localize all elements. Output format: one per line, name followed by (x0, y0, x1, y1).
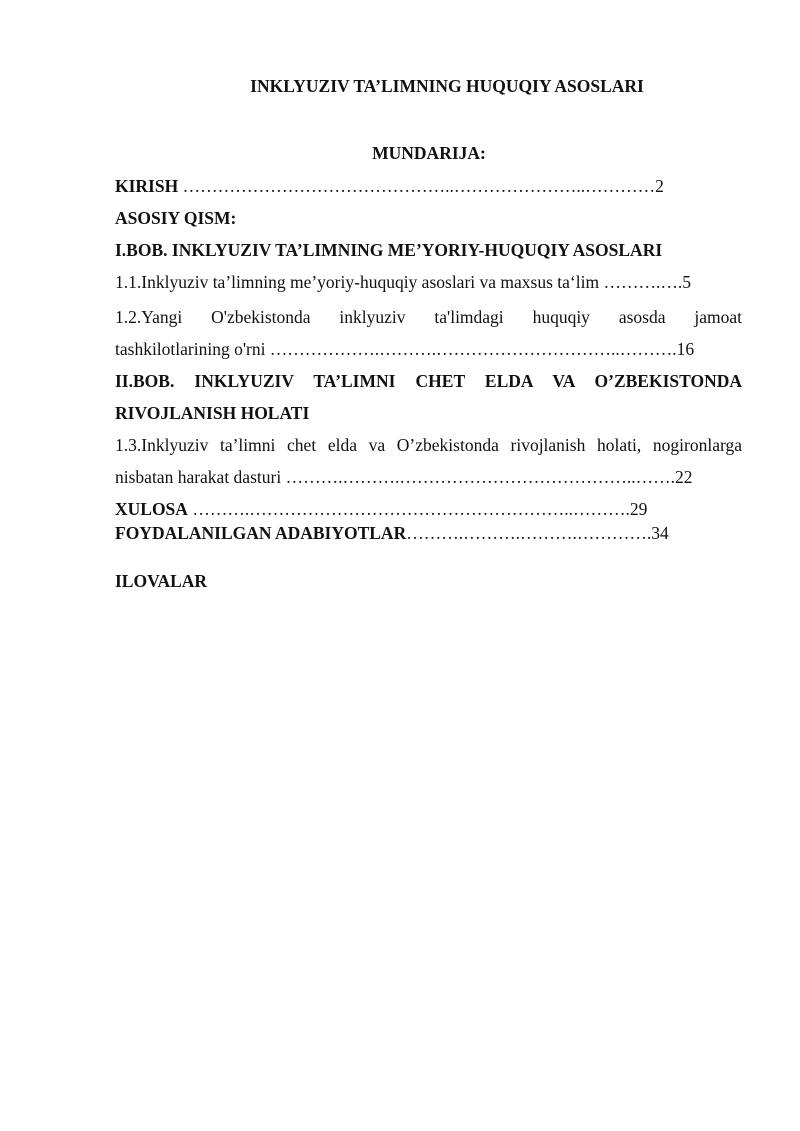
toc-leader: ……….……….……….………….34 (406, 523, 669, 543)
toc-entry-kirish (115, 176, 664, 197)
document-title: INKLYUZIV TA’LIMNING HUQUQIY ASOSLARI (250, 76, 644, 96)
toc-entry-xulosa (115, 499, 647, 520)
toc-leader: ……….………………………………………………..……….29 (187, 499, 648, 519)
toc-entry-section-1-1: 1.1.Inklyuziv ta’limning me’yoriy-huquqiy asoslari va maxsus ta‘lim ……….….5 (115, 272, 691, 292)
toc-entry-asosiy-qism: ASOSIY QISM: (115, 208, 237, 228)
toc-entry-bob-2-line-2: RIVOJLANISH HOLATI (115, 403, 310, 423)
contents-heading: MUNDARIJA: (372, 143, 486, 163)
toc-entry-label: FOYDALANILGAN ADABIYOTLAR (115, 523, 407, 543)
toc-entry-section-1-2-line-1: 1.2.Yangi O'zbekistonda inklyuziv ta'limdagi huquqiy asosda jamoat (115, 307, 742, 327)
toc-entry-foydalanilgan-adabiyotlar (115, 523, 669, 544)
toc-entry-section-1-2-line-2: tashkilotlarining o'rni ……………….……….…………………………..……….16 (115, 339, 695, 359)
toc-entry-section-1-3-line-2: nisbatan harakat dasturi ……….……….…………………………………..…….22 (115, 467, 693, 487)
toc-entry-ilovalar: ILOVALAR (115, 571, 208, 591)
toc-page-number: 2 (655, 176, 664, 196)
toc-entry-label: XULOSA (115, 499, 188, 519)
toc-leader: ………………………………………..…………………..………… (178, 176, 656, 196)
toc-entry-label: KIRISH (115, 176, 179, 196)
toc-entry-section-1-3-line-1: 1.3.Inklyuziv ta’limni chet elda va O’zbekistonda rivojlanish holati, nogironlarga (115, 435, 742, 455)
toc-entry-bob-1: I.BOB. INKLYUZIV TA’LIMNING ME’YORIY-HUQUQIY ASOSLARI (115, 240, 663, 260)
toc-entry-bob-2-line-1: II.BOB. INKLYUZIV TA’LIMNI CHET ELDA VA O’ZBEKISTONDA (115, 371, 742, 391)
